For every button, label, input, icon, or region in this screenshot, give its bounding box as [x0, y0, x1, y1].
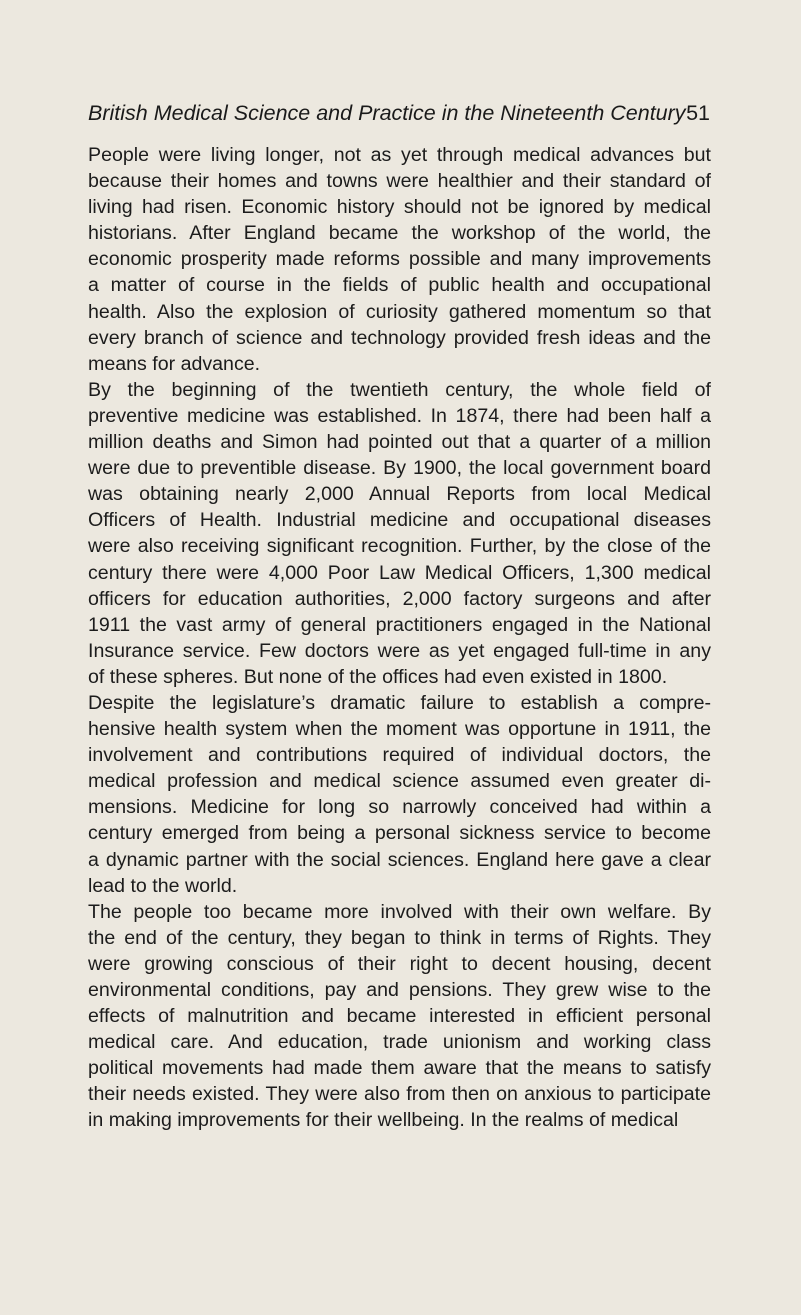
text-line: Insurance service. Few doctors were as yet engaged full-time in any	[88, 639, 711, 662]
paragraph	[88, 690, 711, 899]
paragraph	[88, 377, 711, 690]
text-line: political movements had made them aware that the means to satisfy	[88, 1057, 711, 1080]
text-line: million deaths and Simon had pointed out that a quarter of a million	[88, 431, 711, 454]
text-line: Officers of Health. Industrial medicine and occupational diseases	[88, 509, 711, 532]
text-line: were growing conscious of their right to decent housing, decent	[88, 952, 711, 975]
text-line: environmental conditions, pay and pensions. They grew wise to the	[88, 979, 711, 1001]
text-line: health. Also the explosion of curiosity gathered momentum so that	[88, 300, 711, 323]
text-line: their needs existed. They were also from then on anxious to participate	[88, 1083, 711, 1106]
text-line: 1911 the vast army of general practitioners engaged in the National	[88, 613, 711, 636]
text-line: a matter of course in the fields of public health and occupational	[88, 274, 711, 297]
text-line: the end of the century, they began to think in terms of Rights. They	[88, 926, 711, 949]
paragraph	[88, 142, 711, 377]
text-line: People were living longer, not as yet through medical advances but	[88, 144, 711, 166]
text-line: were due to preventible disease. By 1900, the local government board	[88, 457, 711, 480]
text-line: every branch of science and technology provided fresh ideas and the	[88, 326, 711, 349]
text-line: economic prosperity made reforms possible and many improvements	[88, 248, 711, 271]
text-line: means for advance.	[88, 352, 261, 375]
text-line: preventive medicine was established. In 1874, there had been half a	[88, 404, 711, 427]
running-title: British Medical Science and Practice in the Nineteenth Century	[88, 101, 686, 125]
text-line: medical care. And education, trade unionism and working class	[88, 1031, 711, 1054]
text-line: because their homes and towns were healthier and their standard of	[88, 170, 711, 193]
text-line: Despite the legislature’s dramatic failure to establish a compre-	[88, 691, 711, 714]
text-line: century emerged from being a personal sickness service to become	[88, 822, 711, 845]
text-line: historians. After England became the workshop of the world, the	[88, 222, 711, 245]
text-line: hensive health system when the moment was opportune in 1911, the	[88, 718, 711, 741]
text-line: were also receiving significant recognition. Further, by the close of the	[88, 535, 711, 558]
text-line: The people too became more involved with their own welfare. By	[88, 900, 711, 923]
text-line: was obtaining nearly 2,000 Annual Reports from local Medical	[88, 483, 711, 506]
text-line: a dynamic partner with the social sciences. England here gave a clear	[88, 848, 711, 871]
text-line: effects of malnutrition and became interested in efficient personal	[88, 1005, 711, 1028]
paragraph	[88, 899, 711, 1134]
text-line: medical profession and medical science assumed even greater di-	[88, 770, 711, 793]
running-header	[88, 101, 710, 133]
text-line: in making improvements for their wellbeing. In the realms of medical	[88, 1109, 679, 1132]
text-line: of these spheres. But none of the offices had even existed in 1800.	[88, 665, 668, 688]
text-line: involvement and contributions required of individual doctors, the	[88, 744, 711, 767]
page-number: 51	[686, 101, 710, 125]
text-line: living had risen. Economic history should not be ignored by medical	[88, 196, 711, 219]
text-line: lead to the world.	[88, 874, 238, 897]
text-line: By the beginning of the twentieth century, the whole field of	[88, 378, 711, 401]
text-line: officers for education authorities, 2,000 factory surgeons and after	[88, 587, 711, 610]
body-text	[88, 142, 711, 1134]
text-line: century there were 4,000 Poor Law Medical Officers, 1,300 medical	[88, 561, 711, 584]
text-line: mensions. Medicine for long so narrowly conceived had within a	[88, 796, 711, 819]
